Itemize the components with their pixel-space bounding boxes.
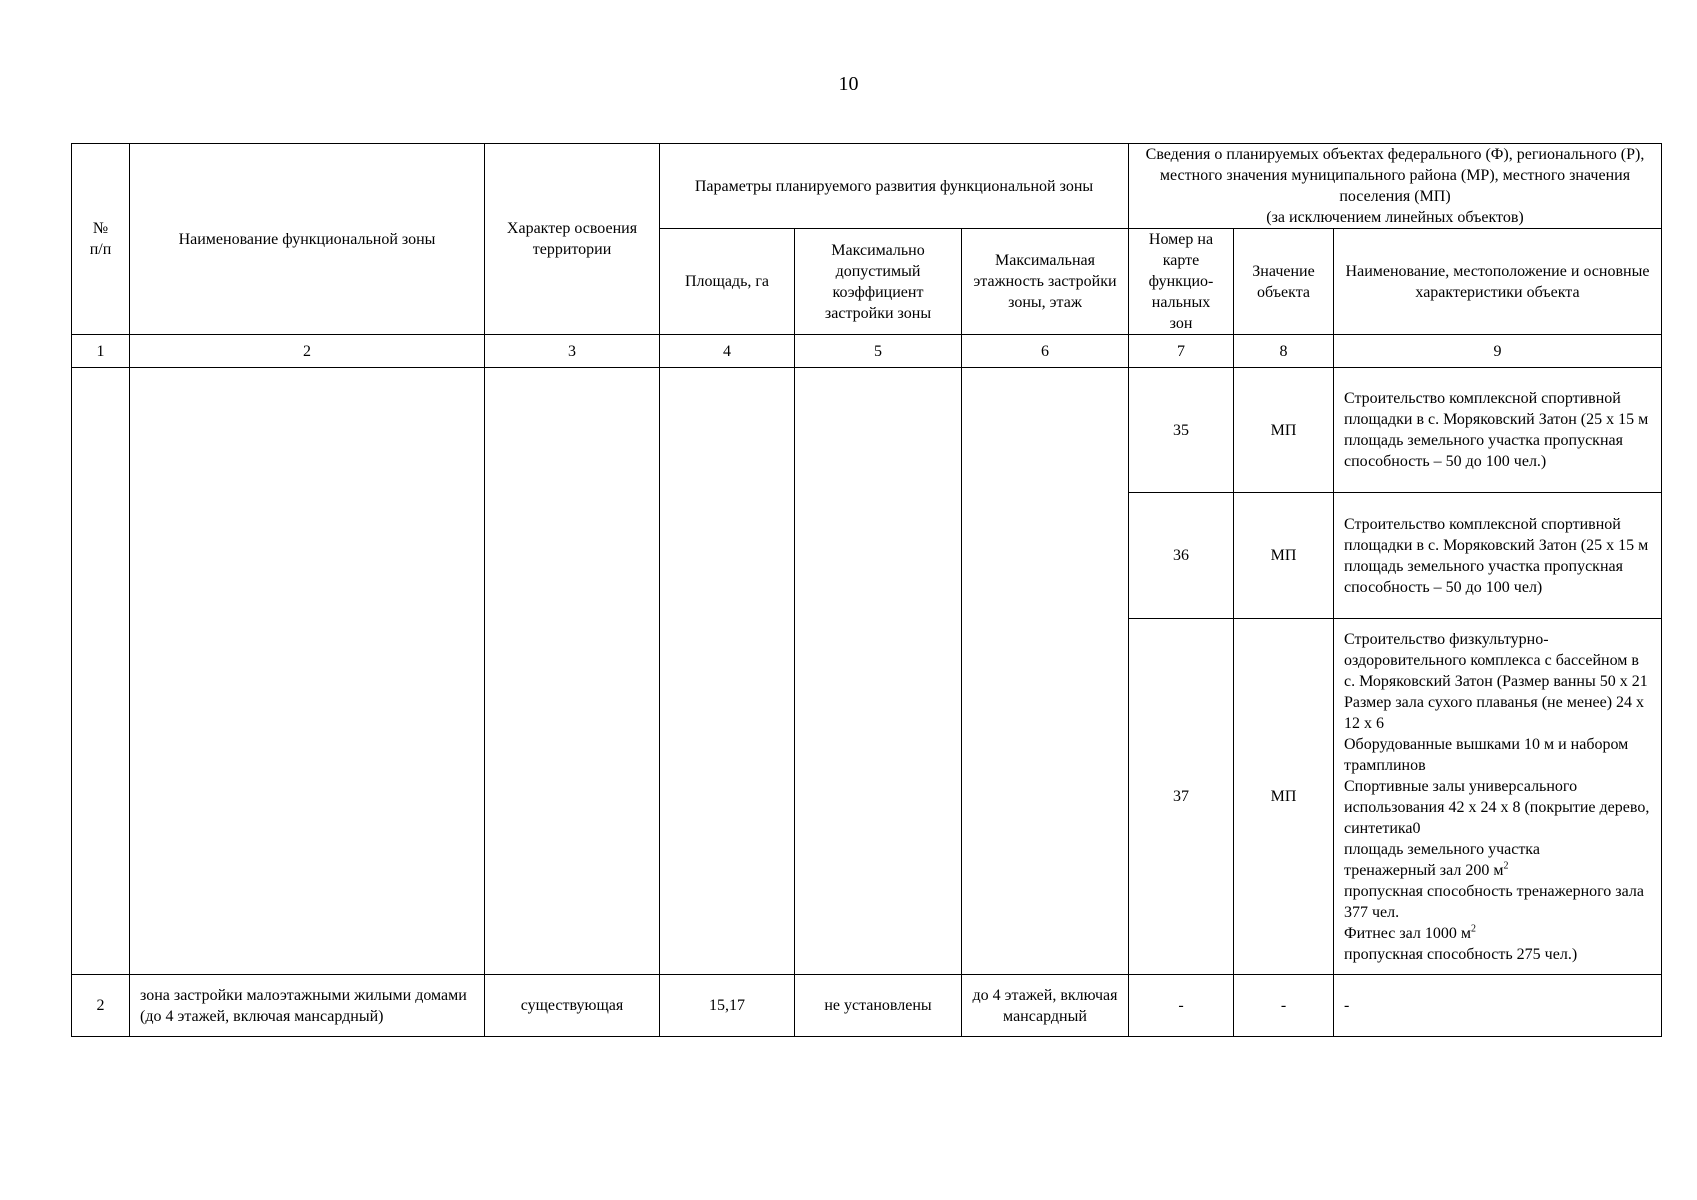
empty-cell [962, 368, 1129, 975]
column-number: 4 [660, 335, 795, 368]
header-params-group: Параметры планируемого развития функциональной зоны [660, 144, 1129, 229]
description-line: Размер зала сухого плаванья (не менее) 24 х 12 х 6 [1344, 693, 1645, 732]
header-coefficient: Максимально допустимый коэффициент застройки зоны [795, 229, 962, 335]
map-number-cell: 37 [1129, 619, 1234, 975]
description-line [1344, 860, 1651, 881]
header-significance: Значение объекта [1234, 229, 1334, 335]
header-character: Характер освоения территории [485, 144, 660, 335]
column-number: 9 [1334, 335, 1662, 368]
header-zone-name: Наименование функциональной зоны [130, 144, 485, 335]
empty-cell [72, 368, 130, 975]
row-number: 2 [72, 975, 130, 1037]
page-number: 10 [838, 73, 859, 95]
floors-cell: до 4 этажей, включая мансардный [962, 975, 1129, 1037]
superscript: 2 [1471, 923, 1477, 935]
significance-cell: МП [1234, 493, 1334, 619]
column-number: 1 [72, 335, 130, 368]
column-number: 6 [962, 335, 1129, 368]
map-number-cell: 35 [1129, 368, 1234, 493]
column-number: 2 [130, 335, 485, 368]
header-objects-group: Сведения о планируемых объектах федерального (Ф), регионального (Р), местного значения муниципального района (МР), местного значения поселения (МП) (за исключением линейных объектов) [1129, 144, 1662, 229]
coefficient-cell: не установлены [795, 975, 962, 1037]
zone-name-cell: зона застройки малоэтажными жилыми домами (до 4 этажей, включая мансардный) [130, 975, 485, 1037]
description-line: площадь земельного участка [1344, 840, 1540, 858]
superscript: 2 [1503, 860, 1509, 872]
object-description: - [1334, 975, 1662, 1037]
map-number-cell: - [1129, 975, 1234, 1037]
column-number: 8 [1234, 335, 1334, 368]
significance-cell: - [1234, 975, 1334, 1037]
column-number: 3 [485, 335, 660, 368]
header-floors: Максимальная этажность застройки зоны, этаж [962, 229, 1129, 335]
significance-cell: МП [1234, 368, 1334, 493]
description-line [1344, 923, 1651, 944]
header-area: Площадь, га [660, 229, 795, 335]
character-cell: существующая [485, 975, 660, 1037]
empty-cell [660, 368, 795, 975]
empty-cell [485, 368, 660, 975]
column-numbers-row [72, 335, 1662, 368]
functional-zones-table [71, 143, 1662, 1037]
object-description: Строительство комплексной спортивной площадки в с. Моряковский Затон (25 х 15 м площадь земельного участка пропускная способность – 50 до 100 чел) [1334, 493, 1662, 619]
description-line: пропускная способность 275 чел.) [1344, 945, 1578, 963]
area-cell: 15,17 [660, 975, 795, 1037]
header-map-number: Номер на карте функцио-нальных зон [1129, 229, 1234, 335]
column-number: 7 [1129, 335, 1234, 368]
header-object-desc: Наименование, местоположение и основные характеристики объекта [1334, 229, 1662, 335]
description-line: Оборудованные вышками 10 м и набором трамплинов [1344, 735, 1629, 774]
significance-cell: МП [1234, 619, 1334, 975]
description-text: Фитнес зал 1000 м [1344, 924, 1472, 942]
map-number-cell: 36 [1129, 493, 1234, 619]
object-description: Строительство комплексной спортивной площадки в с. Моряковский Затон (25 х 15 м площадь земельного участка пропускная способность – 50 до 100 чел.) [1334, 368, 1662, 493]
description-line: пропускная способность тренажерного зала 377 чел. [1344, 882, 1644, 921]
empty-cell [130, 368, 485, 975]
description-line: Строительство физкультурно-оздоровительного комплекса с бассейном в с. Моряковский Затон (Размер ванны 50 х 21 [1344, 630, 1648, 690]
description-text: тренажерный зал 200 м [1344, 861, 1504, 879]
object-description [1334, 619, 1662, 975]
header-num: № п/п [72, 144, 130, 335]
header-row-1 [72, 144, 1662, 229]
table-row [72, 368, 1662, 493]
description-line: Спортивные залы универсального использования 42 х 24 х 8 (покрытие дерево, синтетика0 [1344, 777, 1650, 837]
table-row [72, 975, 1662, 1037]
empty-cell [795, 368, 962, 975]
column-number: 5 [795, 335, 962, 368]
